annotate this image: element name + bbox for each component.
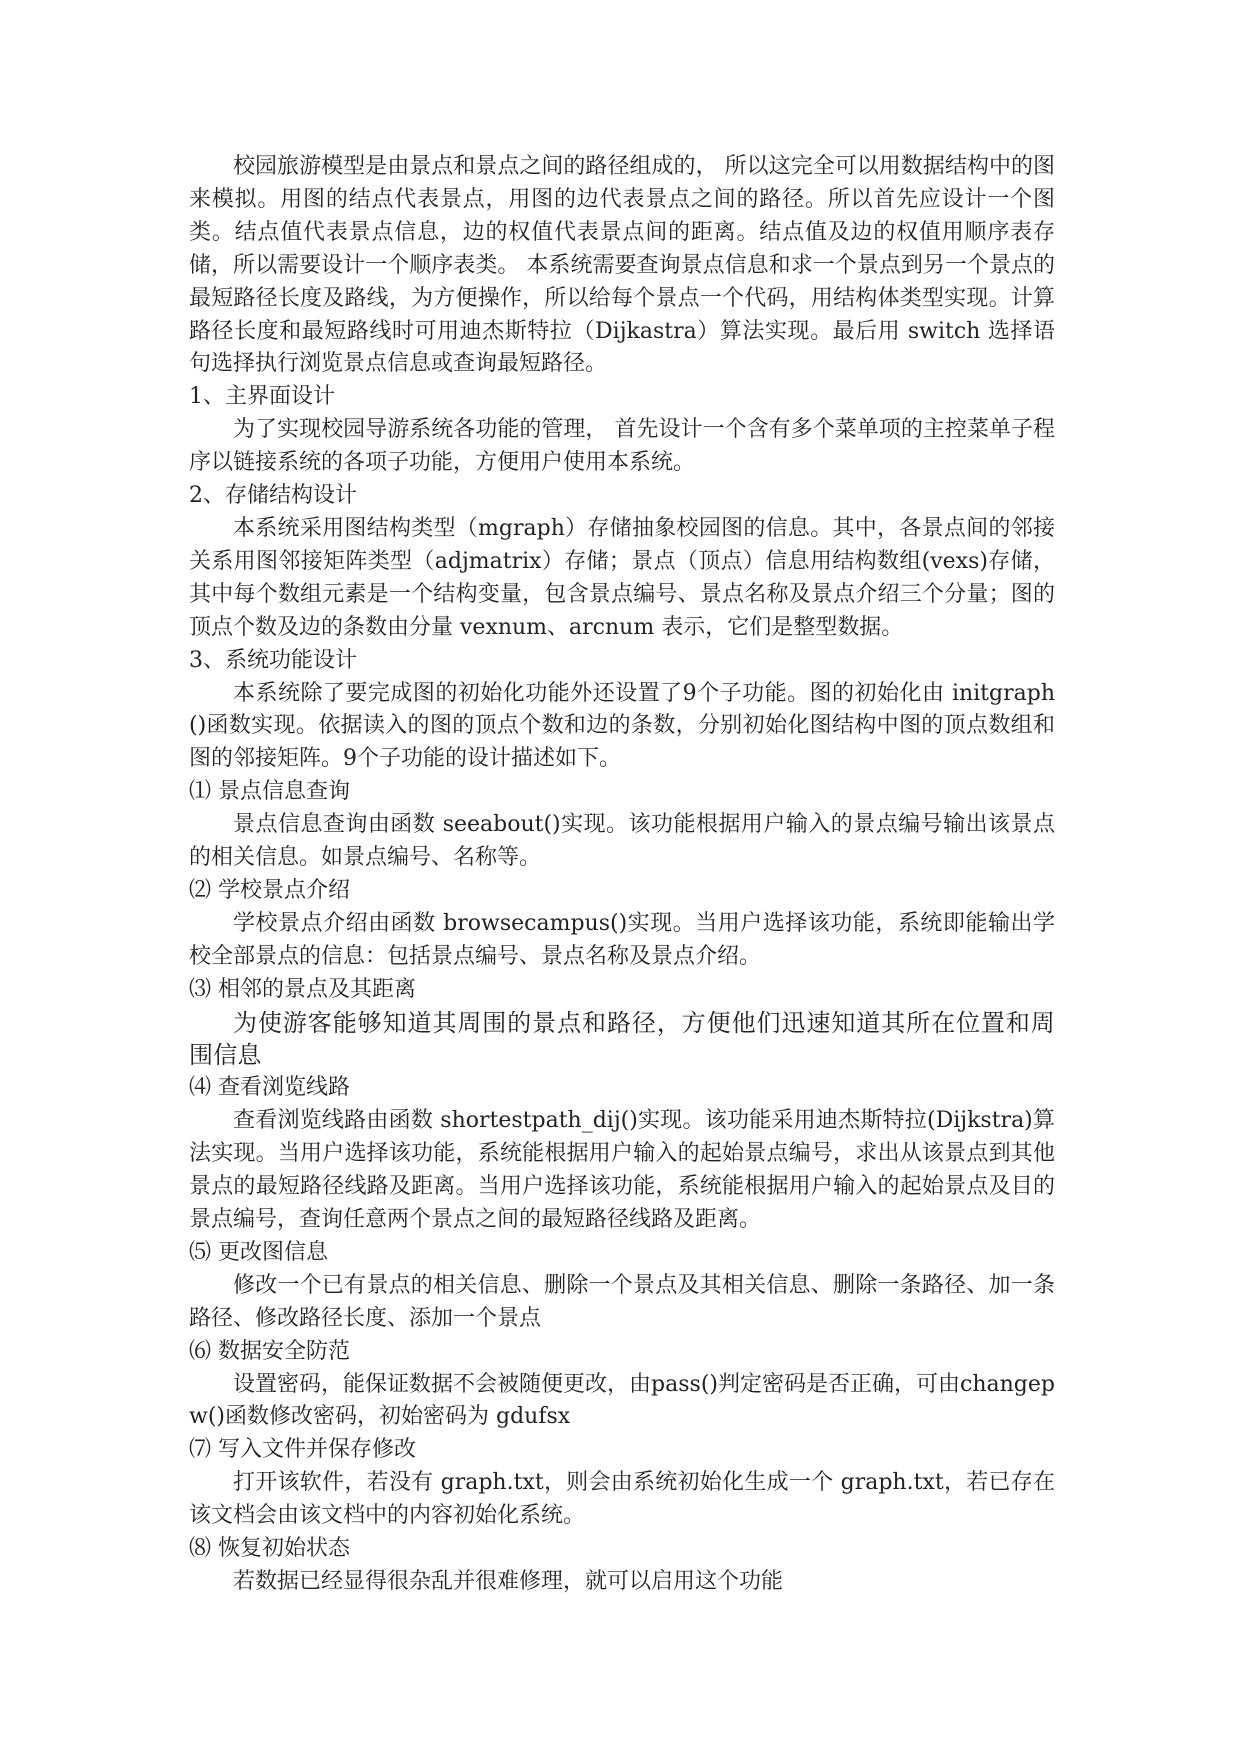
subsection-body-save-file: 打开该软件，若没有 graph.txt，则会由系统初始化生成一个 graph.txt，若已存在该文档会由该文档中的内容初始化系统。 bbox=[189, 1470, 1055, 1529]
subsection-body-data-security: 设置密码，能保证数据不会被随便更改，由pass()判定密码是否正确，可由changepw()函数修改密码，初始密码为 gdufsx bbox=[189, 1371, 1055, 1430]
section-heading-functions: 3、系统功能设计 bbox=[189, 647, 357, 673]
subsection-heading-edit-graph: ⑸ 更改图信息 bbox=[189, 1239, 328, 1265]
document-page bbox=[189, 151, 1055, 1599]
subsection-heading-adjacent-spots: ⑶ 相邻的景点及其距离 bbox=[189, 976, 416, 1002]
subsection-heading-spot-query: ⑴ 景点信息查询 bbox=[189, 779, 350, 805]
subsection-heading-restore: ⑻ 恢复初始状态 bbox=[189, 1536, 350, 1562]
subsection-body-browse-route: 查看浏览线路由函数 shortestpath_dij()实现。该功能采用迪杰斯特拉(Dijkstra)算法实现。当用户选择该功能，系统能根据用户输入的起始景点编号，求出从该景点到其他景点的最短路径线路及距离。当用户选择该功能，系统能根据用户输入的起始景点及目的景点编号，查询任意两个景点之间的最短路径线路及距离。 bbox=[189, 1108, 1055, 1232]
section-body-functions: 本系统除了要完成图的初始化功能外还设置了9个子功能。图的初始化由 initgraph()函数实现。依据读入的图的顶点个数和边的条数，分别初始化图结构中图的顶点数组和图的邻接矩阵。9个子功能的设计描述如下。 bbox=[189, 680, 1055, 772]
section-body-main-ui: 为了实现校园导游系统各功能的管理， 首先设计一个含有多个菜单项的主控菜单子程序以链接系统的各项子功能，方便用户使用本系统。 bbox=[189, 417, 1055, 476]
subsection-heading-data-security: ⑹ 数据安全防范 bbox=[189, 1338, 350, 1364]
subsection-body-campus-intro: 学校景点介绍由函数 browsecampus()实现。当用户选择该功能，系统即能输出学校全部景点的信息：包括景点编号、景点名称及景点介绍。 bbox=[189, 910, 1055, 969]
subsection-body-edit-graph: 修改一个已有景点的相关信息、删除一个景点及其相关信息、删除一条路径、加一条路径、修改路径长度、添加一个景点 bbox=[189, 1272, 1055, 1331]
subsection-heading-save-file: ⑺ 写入文件并保存修改 bbox=[189, 1437, 416, 1463]
section-heading-main-ui: 1、主界面设计 bbox=[189, 384, 335, 410]
subsection-body-spot-query: 景点信息查询由函数 seeabout()实现。该功能根据用户输入的景点编号输出该景点的相关信息。如景点编号、名称等。 bbox=[189, 812, 1055, 871]
subsection-heading-browse-route: ⑷ 查看浏览线路 bbox=[189, 1075, 350, 1101]
subsection-body-restore: 若数据已经显得很杂乱并很难修理，就可以启用这个功能 bbox=[233, 1568, 784, 1594]
subsection-body-adjacent-spots: 为使游客能够知道其周围的景点和路径，方便他们迅速知道其所在位置和周围信息 bbox=[189, 1008, 1055, 1070]
section-heading-storage: 2、存储结构设计 bbox=[189, 483, 357, 509]
section-body-storage: 本系统采用图结构类型（mgraph）存储抽象校园图的信息。其中，各景点间的邻接关系用图邻接矩阵类型（adjmatrix）存储；景点（顶点）信息用结构数组(vexs)存储，其中每个数组元素是一个结构变量，包含景点编号、景点名称及景点介绍三个分量；图的顶点个数及边的条数由分量 vexnum、arcnum 表示，它们是整型数据。 bbox=[189, 515, 1055, 640]
intro-paragraph: 校园旅游模型是由景点和景点之间的路径组成的， 所以这完全可以用数据结构中的图来模拟。用图的结点代表景点，用图的边代表景点之间的路径。所以首先应设计一个图类。结点值代表景点信息，边的权值代表景点间的距离。结点值及边的权值用顺序表存储，所以需要设计一个顺序表类。 本系统需要查询景点信息和求一个景点到另一个景点的最短路径长度及路线，为方便操作，所以给每个景点一个代码，用结构体类型实现。计算路径长度和最短路线时可用迪杰斯特拉（Dijkastra）算法实现。最后用 switch 选择语句选择执行浏览景点信息或查询最短路径。 bbox=[189, 154, 1055, 377]
subsection-heading-campus-intro: ⑵ 学校景点介绍 bbox=[189, 877, 350, 903]
